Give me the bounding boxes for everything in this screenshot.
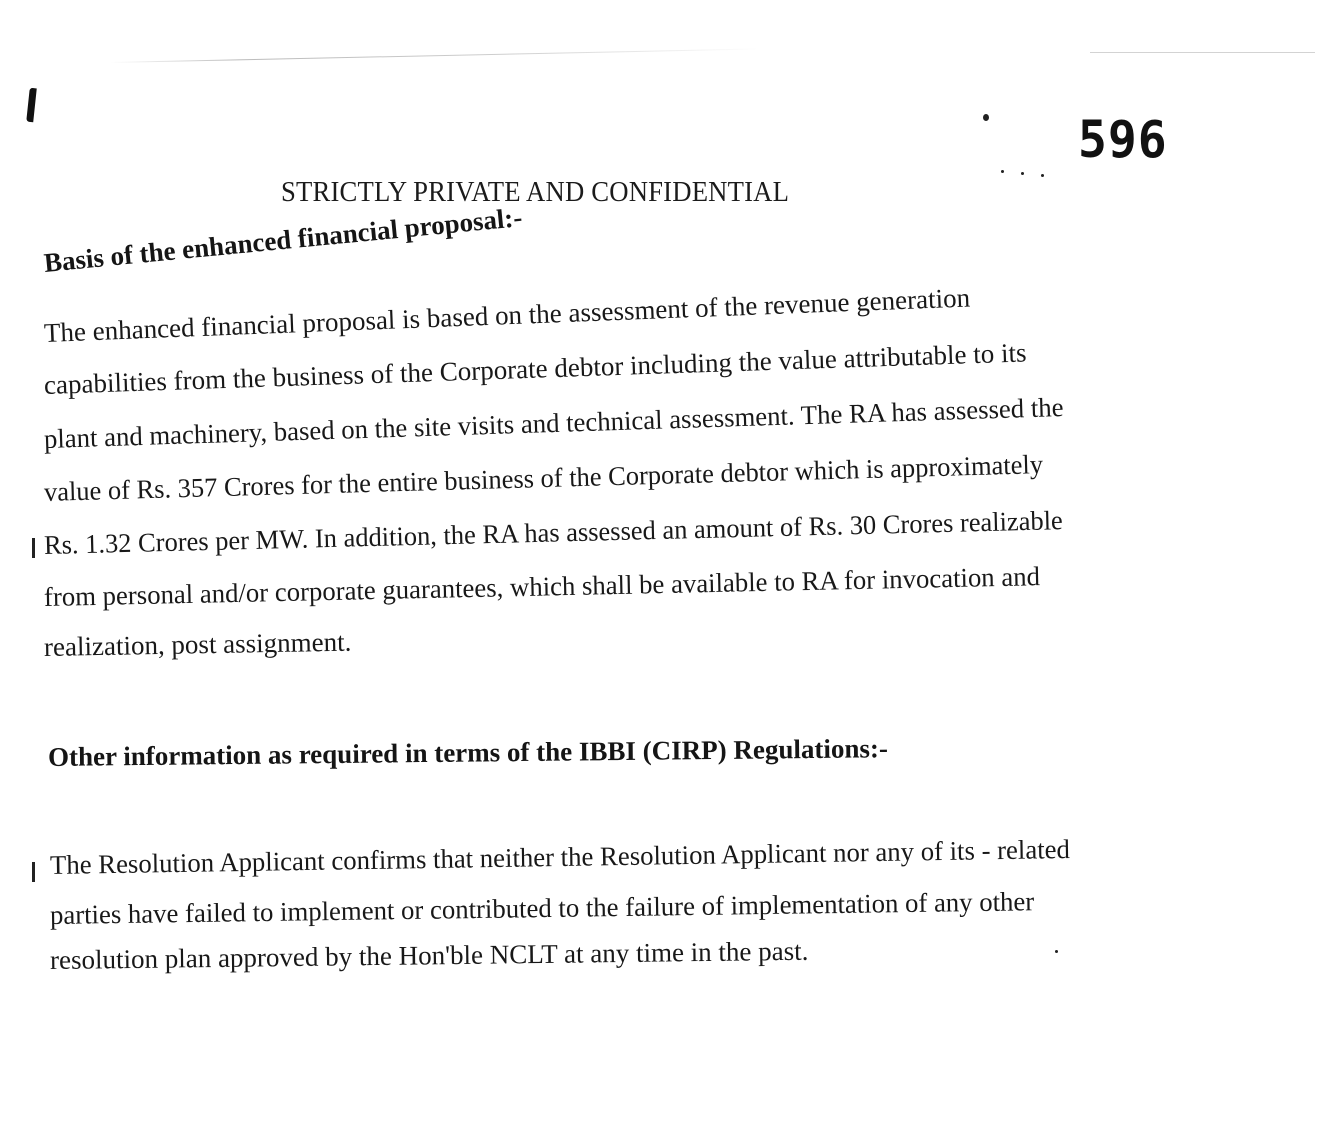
speck-dot [1001, 170, 1004, 173]
margin-tick-mark [32, 862, 35, 882]
margin-tick-mark [32, 538, 35, 558]
paragraph-line: realization, post assignment. [43, 626, 352, 662]
speck-dot [1041, 174, 1044, 177]
paragraph-line: parties have failed to implement or contributed to the failure of implementation of any other [49, 886, 1035, 930]
paragraph-line: plant and machinery, based on the site visits and technical assessment. The RA has assessed the [43, 391, 1064, 454]
paragraph-line: from personal and/or corporate guarantees, which shall be available to RA for invocation and [43, 561, 1041, 612]
confidentiality-header: STRICTLY PRIVATE AND CONFIDENTIAL [281, 176, 790, 208]
section-heading-financial-proposal: Basis of the enhanced financial proposal:- [42, 202, 524, 278]
paragraph-line: The Resolution Applicant confirms that neither the Resolution Applicant nor any of its - related [49, 833, 1071, 880]
page-number: 596 [1078, 110, 1168, 170]
paragraph-line: resolution plan approved by the Hon'ble NCLT at any time in the past. [49, 935, 809, 975]
paragraph-line: capabilities from the business of the Corporate debtor including the value attributable to its [43, 337, 1027, 400]
scan-edge-line [110, 48, 760, 63]
paragraph-line: The enhanced financial proposal is based on the assessment of the revenue generation [43, 282, 971, 348]
section-heading-other-information: Other information as required in terms of the IBBI (CIRP) Regulations:- [47, 733, 889, 772]
scan-edge-line-right [1090, 52, 1315, 53]
speck-dot [1055, 950, 1058, 953]
binding-mark [26, 88, 37, 123]
paragraph-line: value of Rs. 357 Crores for the entire business of the Corporate debtor which is approximately [43, 449, 1044, 507]
speck-dot [983, 114, 989, 121]
paragraph-line: Rs. 1.32 Crores per MW. In addition, the RA has assessed an amount of Rs. 30 Crores realizable [43, 505, 1064, 560]
speck-dot [1021, 172, 1024, 175]
